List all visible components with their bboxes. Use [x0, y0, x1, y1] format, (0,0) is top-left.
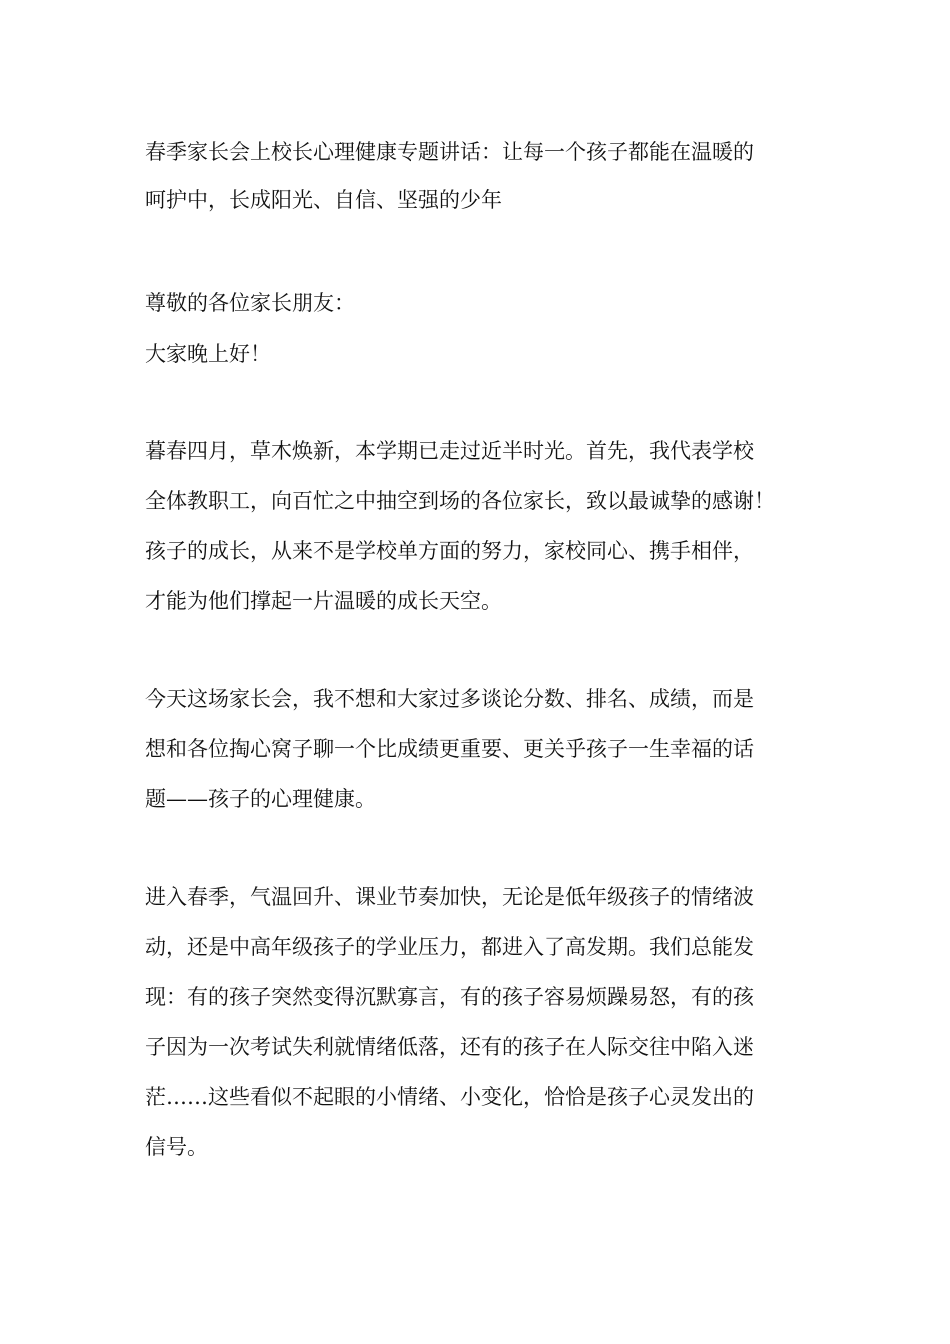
- title-line-2: 呵护中，长成阳光、自信、坚强的少年: [145, 188, 502, 212]
- paragraph-1-line-2: 全体教职工，向百忙之中抽空到场的各位家长，致以最诚挚的感谢！: [145, 489, 775, 513]
- paragraph-3-line-5: 茫……这些看似不起眼的小情绪、小变化，恰恰是孩子心灵发出的: [145, 1085, 754, 1109]
- paragraph-1-line-3: 孩子的成长，从来不是学校单方面的努力，家校同心、携手相伴，: [145, 539, 754, 563]
- salutation: 尊敬的各位家长朋友：: [145, 291, 355, 315]
- paragraph-3-line-4: 子因为一次考试失利就情绪低落，还有的孩子在人际交往中陷入迷: [145, 1035, 754, 1059]
- paragraph-3-line-6: 信号。: [145, 1135, 208, 1159]
- paragraph-2-line-1: 今天这场家长会，我不想和大家过多谈论分数、排名、成绩，而是: [145, 687, 754, 711]
- greeting: 大家晚上好！: [145, 342, 271, 366]
- paragraph-1-line-4: 才能为他们撑起一片温暖的成长天空。: [145, 589, 502, 613]
- paragraph-3-line-1: 进入春季，气温回升、课业节奏加快，无论是低年级孩子的情绪波: [145, 885, 754, 909]
- paragraph-3-line-2: 动，还是中高年级孩子的学业压力，都进入了高发期。我们总能发: [145, 935, 754, 959]
- title-line-1: 春季家长会上校长心理健康专题讲话：让每一个孩子都能在温暖的: [145, 140, 754, 164]
- paragraph-1-line-1: 暮春四月，草木焕新，本学期已走过近半时光。首先，我代表学校: [145, 439, 754, 463]
- paragraph-2-line-3: 题——孩子的心理健康。: [145, 787, 376, 811]
- paragraph-2-line-2: 想和各位掏心窝子聊一个比成绩更重要、更关乎孩子一生幸福的话: [145, 737, 754, 761]
- paragraph-3-line-3: 现：有的孩子突然变得沉默寡言，有的孩子容易烦躁易怒，有的孩: [145, 985, 754, 1009]
